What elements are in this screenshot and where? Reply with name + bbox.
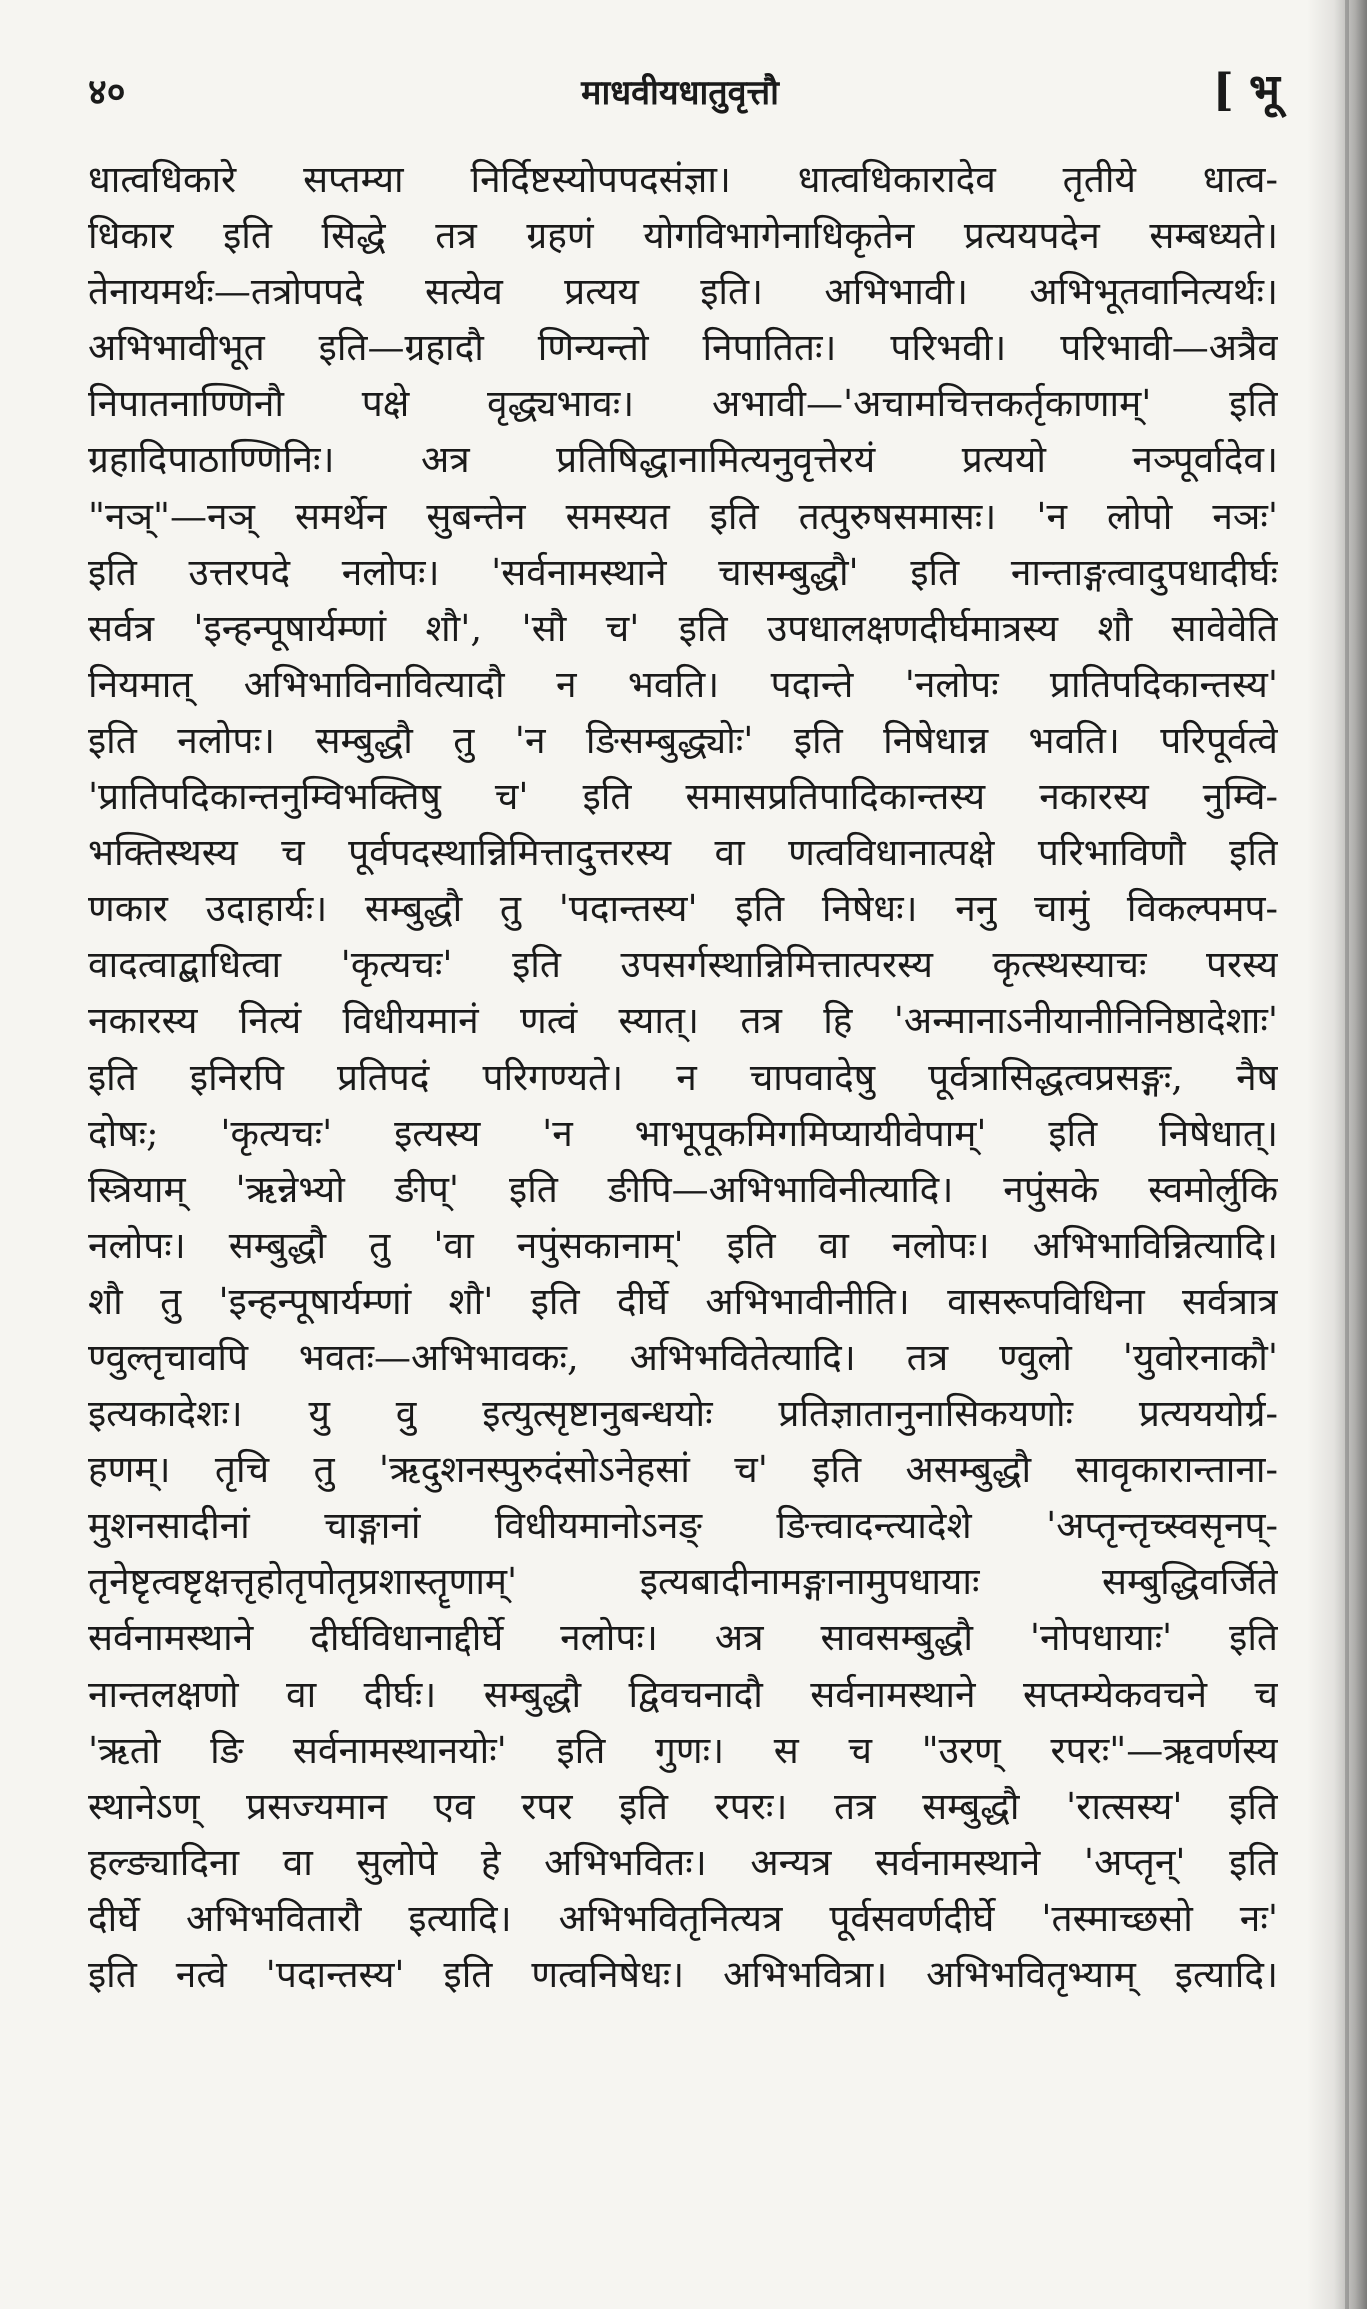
text-line: दोषः; 'कृत्यचः' इत्यस्य 'न भाभूपूकमिगमिप्यायीवेपाम्' इति निषेधात्। xyxy=(88,1111,1278,1155)
text-line: इति इनिरपि प्रतिपदं परिगण्यते। न चापवादेषु पूर्वत्रासिद्धत्वप्रसङ्गः, नैष xyxy=(88,1055,1278,1099)
text-line: हणम्। तृचि तु 'ऋदुशनस्पुरुदंसोऽनेहसां च' इति असम्बुद्धौ सावृकारान्ताना- xyxy=(88,1448,1278,1492)
body-text xyxy=(88,152,1278,2003)
running-title: माधवीयधातुवृत्तौ xyxy=(581,73,779,113)
page-number: ४० xyxy=(88,71,126,113)
text-line: अभिभावीभूत इति—ग्रहादौ णिन्यन्तो निपातितः। परिभवी। परिभावी—अत्रैव xyxy=(88,326,1278,370)
text-line: नान्तलक्षणो वा दीर्घः। सम्बुद्धौ द्विवचनादौ सर्वनामस्थाने सप्तम्येकवचने च xyxy=(88,1672,1278,1716)
text-line: इति उत्तरपदे नलोपः। 'सर्वनामस्थाने चासम्बुद्धौ' इति नान्ताङ्गत्वादुपधादीर्घः xyxy=(88,550,1278,594)
text-line: वादत्वाद्बाधित्वा 'कृत्यचः' इति उपसर्गस्थान्निमित्तात्परस्य कृत्स्थस्याचः परस्य xyxy=(88,943,1278,987)
text-line: शौ तु 'इन्हन्पूषार्यम्णां शौ' इति दीर्घे अभिभावीनीति। वासरूपविधिना सर्वत्रात्र xyxy=(88,1279,1278,1323)
text-line: नलोपः। सम्बुद्धौ तु 'वा नपुंसकानाम्' इति वा नलोपः। अभिभाविन्नित्यादि। xyxy=(88,1223,1278,1267)
text-line: धात्वधिकारे सप्तम्या निर्दिष्टस्योपपदसंज्ञा। धात्वधिकारादेव तृतीये धात्व- xyxy=(88,158,1278,201)
text-line: ग्रहादिपाठाण्णिनिः। अत्र प्रतिषिद्धानामित्यनुवृत्तेरयं प्रत्ययो नञ्पूर्वादेव। xyxy=(88,438,1278,482)
binding-shadow xyxy=(1307,0,1367,2309)
text-line: इति नत्वे 'पदान्तस्य' इति णत्वनिषेधः। अभिभवित्रा। अभिभवितृभ्याम् इत्यादि। xyxy=(88,1953,1278,1996)
text-line: धिकार इति सिद्धे तत्र ग्रहणं योगविभागेनाधिकृतेन प्रत्ययपदेन सम्बध्यते। xyxy=(88,214,1278,258)
text-line: इति नलोपः। सम्बुद्धौ तु 'न ङिसम्बुद्ध्योः' इति निषेधान्न भवति। परिपूर्वत्वे xyxy=(88,718,1278,762)
text-line: सर्वनामस्थाने दीर्घविधानाद्दीर्घे नलोपः। अत्र सावसम्बुद्धौ 'नोपधायाः' इति xyxy=(88,1616,1278,1660)
text-line: निपातनाण्णिनौ पक्षे वृद्ध्यभावः। अभावी—'अचामचित्तकर्तृकाणाम्' इति xyxy=(88,382,1278,426)
text-line: भक्तिस्थस्य च पूर्वपदस्थान्निमित्तादुत्तरस्य वा णत्वविधानात्पक्षे परिभाविणौ इति xyxy=(88,831,1278,875)
text-line: मुशनसादीनां चाङ्गानां विधीयमानोऽनङ् ङित्त्वादन्त्यादेशे 'अप्तृन्तृच्स्वसृनप्- xyxy=(88,1504,1278,1548)
text-line: 'ऋतो ङि सर्वनामस्थानयोः' इति गुणः। स च "उरण् रपरः"—ऋवर्णस्य xyxy=(88,1728,1278,1772)
text-line: "नञ्"—नञ् समर्थेन सुबन्तेन समस्यत इति तत्पुरुषसमासः। 'न लोपो नञः' xyxy=(88,494,1278,538)
text-line: ण्वुल्तृचावपि भवतः—अभिभावकः, अभिभवितेत्यादि। तत्र ण्वुलो 'युवोरनाकौ' xyxy=(88,1335,1278,1379)
text-line: हल्ङ्यादिना वा सुलोपे हे अभिभवितः। अन्यत्र सर्वनामस्थाने 'अप्तृन्' इति xyxy=(88,1840,1278,1884)
text-line: नियमात् अभिभाविनावित्यादौ न भवति। पदान्ते 'नलोपः प्रातिपदिकान्तस्य' xyxy=(88,662,1278,706)
text-line: णकार उदाहार्यः। सम्बुद्धौ तु 'पदान्तस्य' इति निषेधः। ननु चामुं विकल्पमप- xyxy=(88,887,1278,931)
text-line: दीर्घे अभिभवितारौ इत्यादि। अभिभवितृनित्यत्र पूर्वसवर्णदीर्घे 'तस्माच्छसो नः' xyxy=(88,1896,1278,1940)
section-mark: [ भू xyxy=(1212,65,1280,116)
binding-edge xyxy=(1345,0,1349,2309)
text-line: नकारस्य नित्यं विधीयमानं णत्वं स्यात्। तत्र हि 'अन्मानाऽनीयानीनिनिष्ठादेशाः' xyxy=(88,999,1278,1043)
page-header xyxy=(80,58,1280,128)
text-line: 'प्रातिपदिकान्तनुम्विभक्तिषु च' इति समासप्रतिपादिकान्तस्य नकारस्य नुम्वि- xyxy=(88,775,1278,819)
text-line: इत्यकादेशः। यु वु इत्युत्सृष्टानुबन्धयोः प्रतिज्ञातानुनासिकयणोः प्रत्यययोर्ग्र- xyxy=(88,1392,1278,1436)
text-line: स्थानेऽण् प्रसज्यमान एव रपर इति रपरः। तत्र सम्बुद्धौ 'रात्सस्य' इति xyxy=(88,1784,1278,1828)
text-line: स्त्रियाम् 'ऋन्नेभ्यो ङीप्' इति ङीपि—अभिभाविनीत्यादि। नपुंसके स्वमोर्लुकि xyxy=(88,1167,1278,1211)
text-line: तेनायमर्थः—तत्रोपपदे सत्येव प्रत्यय इति। अभिभावी। अभिभूतवानित्यर्थः। xyxy=(88,270,1278,314)
text-line: तृनेष्टृत्वष्टृक्षत्तृहोतृपोतृप्रशास्तॄणाम्' इत्यबादीनामङ्गानामुपधायाः सम्बुद्धिवर्जिते xyxy=(88,1560,1278,1604)
text-line: सर्वत्र 'इन्हन्पूषार्यम्णां शौ', 'सौ च' इति उपधालक्षणदीर्घमात्रस्य शौ सावेवेति xyxy=(88,606,1278,650)
